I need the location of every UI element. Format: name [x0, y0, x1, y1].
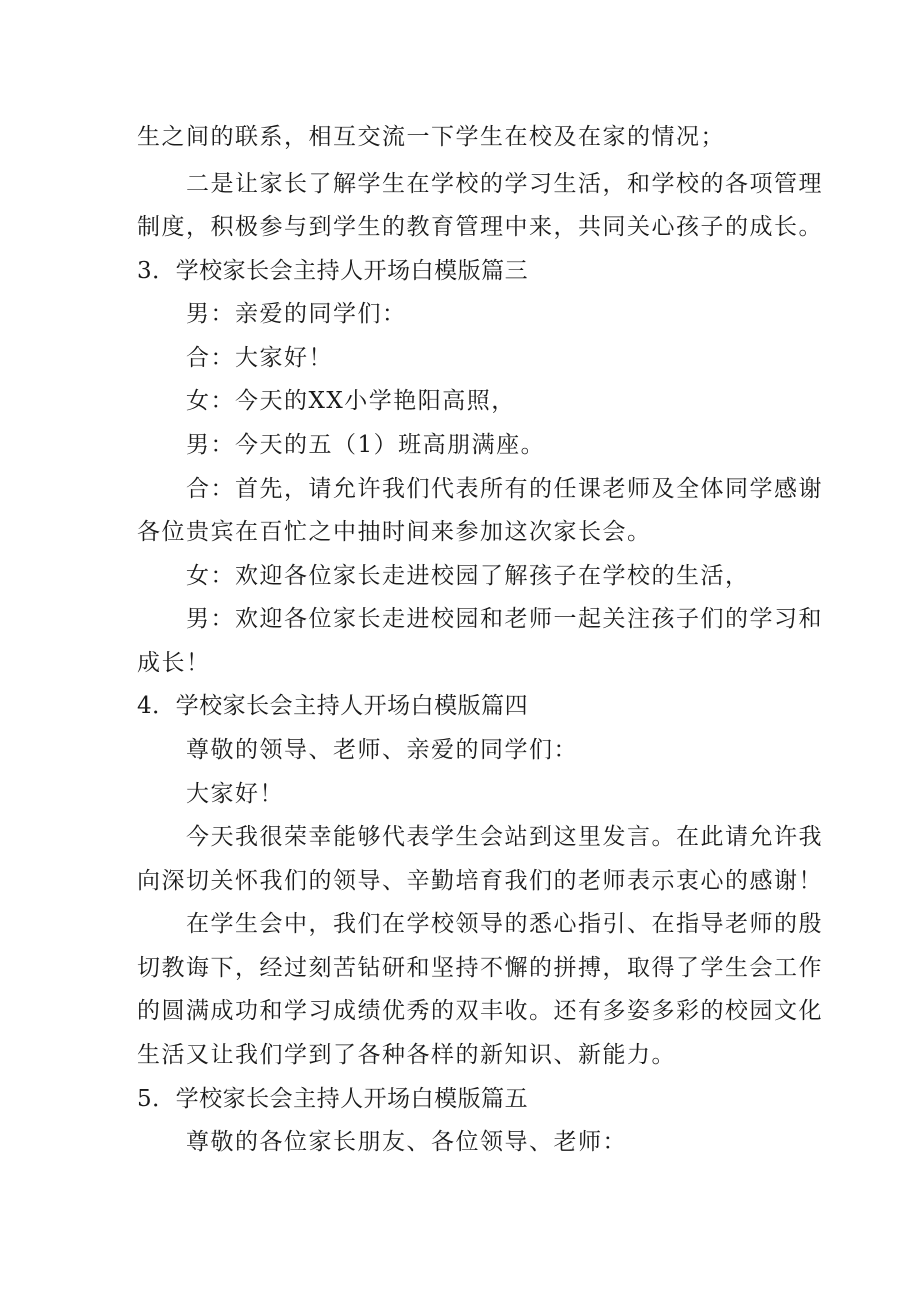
paragraph-line: 尊敬的领导、老师、亲爱的同学们： [186, 737, 578, 763]
paragraph-line: 男：亲爱的同学们： [186, 301, 407, 327]
section-heading: 4．学校家长会主持人开场白模版篇四 [137, 693, 529, 719]
paragraph-line: 的圆满成功和学习成绩优秀的双丰收。还有多姿多彩的校园文化 [137, 998, 823, 1024]
paragraph-line: 成长！ [137, 650, 211, 676]
paragraph-line: 合：首先，请允许我们代表所有的任课老师及全体同学感谢 [186, 476, 823, 502]
paragraph-line: 生活又让我们学到了各种各样的新知识、新能力。 [137, 1042, 676, 1068]
paragraph-line: 在学生会中，我们在学校领导的悉心指引、在指导老师的殷 [186, 911, 823, 937]
paragraph-line: 男：欢迎各位家长走进校园和老师一起关注孩子们的学习和 [186, 606, 823, 632]
paragraph-line: 女：欢迎各位家长走进校园了解孩子在学校的生活， [186, 563, 750, 589]
paragraph-line: 向深切关怀我们的领导、辛勤培育我们的老师表示衷心的感谢！ [137, 868, 823, 894]
paragraph-line: 男：今天的五（1）班高朋满座。 [186, 432, 546, 458]
paragraph-line: 女：今天的XX小学艳阳高照， [186, 388, 516, 414]
paragraph-line: 今天我很荣幸能够代表学生会站到这里发言。在此请允许我 [186, 824, 823, 850]
section-heading: 5．学校家长会主持人开场白模版篇五 [137, 1086, 529, 1112]
paragraph-line: 大家好！ [186, 781, 284, 807]
section-heading: 3．学校家长会主持人开场白模版篇三 [137, 258, 529, 284]
paragraph-line: 制度，积极参与到学生的教育管理中来，共同关心孩子的成长。 [137, 214, 823, 240]
paragraph-line: 合：大家好！ [186, 345, 333, 371]
paragraph-line: 各位贵宾在百忙之中抽时间来参加这次家长会。 [137, 519, 652, 545]
paragraph-line: 二是让家长了解学生在学校的学习生活，和学校的各项管理 [186, 171, 823, 197]
paragraph-line: 尊敬的各位家长朋友、各位领导、老师： [186, 1129, 627, 1155]
paragraph-line: 切教诲下，经过刻苦钻研和坚持不懈的拼搏，取得了学生会工作 [137, 955, 823, 981]
paragraph-line: 生之间的联系，相互交流一下学生在校及在家的情况； [137, 124, 725, 150]
